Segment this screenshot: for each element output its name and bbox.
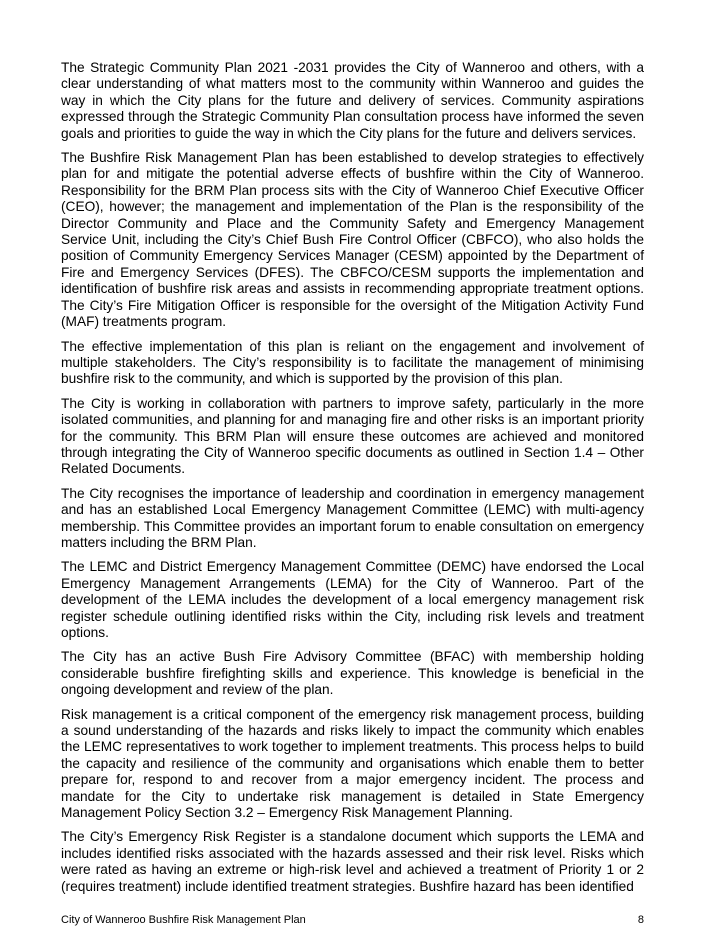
paragraph-bfac: The City has an active Bush Fire Advisory Committee (BFAC) with membership holding considerable bushfire firefighting skills and experience. This knowledge is beneficial in the ongoing development and review of the plan.: [61, 649, 644, 698]
footer-page-number: 8: [637, 914, 644, 926]
paragraph-collaboration: The City is working in collaboration with partners to improve safety, particularly in the more isolated communities, and planning for and managing fire and other risks is an important priority for the community. This BRM Plan will ensure these outcomes are achieved and monitored through integrating the City of Wanneroo specific documents as outlined in Section 1.4 – Other Related Documents.: [61, 395, 644, 477]
paragraph-strategic-community-plan: The Strategic Community Plan 2021 -2031 provides the City of Wanneroo and others, with a clear understanding of what matters most to the community within Wanneroo and guides the way in which the City plans for the future and delivery of services. Community aspirations expressed through the Strategic Community Plan consultation process have informed the seven goals and priorities to guide the way in which the City plans for the future and delivers services.: [61, 60, 644, 141]
paragraph-emergency-risk-register: The City’s Emergency Risk Register is a standalone document which supports the LEMA and includes identified risks associated with the hazards assessed and their risk level. Risks which were rated as having an extreme or high-risk level and achieved a treatment of Priority 1 or 2 (requires treatment) include identified treatment strategies. Bushfire hazard has been identified: [61, 829, 644, 894]
paragraph-lemc-demc-lema: The LEMC and District Emergency Management Committee (DEMC) have endorsed the Local Emergency Management Arrangements (LEMA) for the City of Wanneroo. Part of the development of the LEMA includes the development of a local emergency management risk register schedule outlining identified risks within the City, including risk levels and treatment options.: [61, 559, 644, 640]
footer-document-title: City of Wanneroo Bushfire Risk Management Plan: [61, 914, 306, 926]
body-text: [61, 60, 644, 903]
paragraph-brm-plan-responsibility: The Bushfire Risk Management Plan has been established to develop strategies to effectively plan for and mitigate the potential adverse effects of bushfire within the City of Wanneroo. Responsibility for the BRM Plan process sits with the City of Wanneroo Chief Executive Officer (CEO), however; the management and implementation of the Plan is the responsibility of the Director Community and Place and the Community Safety and Emergency Management Service Unit, including the City’s Chief Bush Fire Control Officer (CBFCO), who also holds the position of Community Emergency Services Manager (CESM) appointed by the Department of Fire and Emergency Services (DFES). The CBFCO/CESM supports the implementation and identification of bushfire risk areas and assists in recommending appropriate treatment options. The City’s Fire Mitigation Officer is responsible for the oversight of the Mitigation Activity Fund (MAF) treatments program.: [61, 150, 644, 330]
paragraph-risk-management: Risk management is a critical component of the emergency risk management process, building a sound understanding of the hazards and risks likely to impact the community which enables the LEMC representatives to work together to implement treatments. This process helps to build the capacity and resilience of the community and organisations which enable them to better prepare for, respond to and recover from a major emergency incident. The process and mandate for the City to undertake risk management is detailed in State Emergency Management Policy Section 3.2 – Emergency Risk Management Planning.: [61, 706, 644, 821]
paragraph-effective-implementation: The effective implementation of this plan is reliant on the engagement and involvement of multiple stakeholders. The City’s responsibility is to facilitate the management of minimising bushfire risk to the community, and which is supported by the provision of this plan.: [61, 338, 644, 387]
paragraph-leadership-lemc: The City recognises the importance of leadership and coordination in emergency management and has an established Local Emergency Management Committee (LEMC) with multi-agency membership. This Committee provides an important forum to enable consultation on emergency matters including the BRM Plan.: [61, 485, 644, 550]
